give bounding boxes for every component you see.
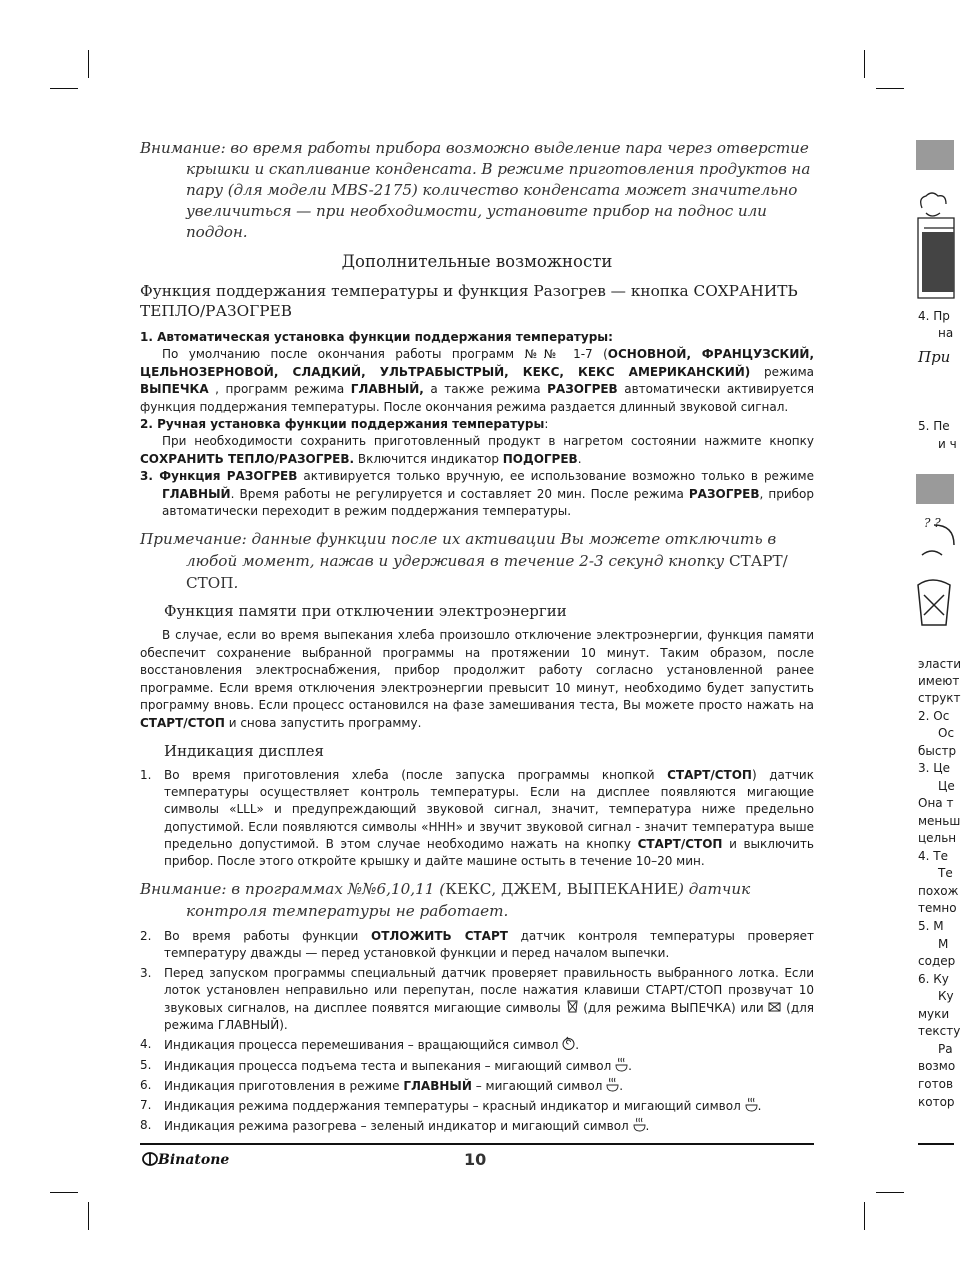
- brand-logo: Binatone: [142, 1152, 229, 1168]
- list-item: 2. Во время работы функции ОТЛОЖИТЬ СТАРТ датчик контроля температуры проверяет температуру дважды — перед установкой функции и перед началом выпечки.: [140, 929, 814, 961]
- adjacent-text: муки: [918, 1007, 950, 1021]
- adjacent-text: Ку: [938, 989, 954, 1003]
- adjacent-text: Ос: [938, 726, 955, 740]
- display-list-continued: [140, 928, 814, 1135]
- adjacent-text: Те: [938, 866, 953, 880]
- adjacent-text: Она т: [918, 796, 954, 810]
- list-item: 6. Индикация приготовления в режиме ГЛАВНЫЙ – мигающий символ .: [140, 1077, 624, 1093]
- adjacent-text: 5. Пе: [918, 419, 950, 433]
- memory-paragraph: В случае, если во время выпекания хлеба произошло отключение электроэнергии, функция памяти обеспечит сохранение выбранной программы на протяжении 10 минут. Таким образом, после восстановления электроснабжения, прибор продолжит работу согласно установленной ранее программе. Если время отключения электроэнергии превысит 10 минут, необходимо будет запустить программу вновь. Если процесс остановился на фазе замешивания теста, Вы можете просто нажать на СТАРТ/СТОП и снова запустить программу.: [140, 628, 814, 730]
- auto-heading: 1. Автоматическая установка функции поддержания температуры:: [140, 330, 613, 344]
- adjacent-text: содер: [918, 954, 956, 968]
- manual-heading: 2. Ручная установка функции поддержания температуры:: [140, 417, 549, 432]
- main-column: [140, 138, 814, 1137]
- svg-text:? ?: ? ?: [924, 516, 941, 530]
- steaming-pot-icon: [615, 1057, 628, 1072]
- brand-mark-icon: [142, 1152, 158, 1166]
- section-title: Дополнительные возможности: [341, 252, 613, 271]
- adjacent-text: 4. Те: [918, 849, 948, 863]
- list-item: 4. Индикация процесса перемешивания – вращающийся символ .: [140, 1037, 580, 1053]
- function-title: Функция поддержания температуры и функция Разогрев — кнопка СОХРАНИТЬ ТЕПЛО/РАЗОГРЕВ: [140, 282, 798, 320]
- adjacent-rule: [918, 1143, 954, 1145]
- steaming-pot-icon: [633, 1117, 646, 1132]
- crop-mark: [864, 50, 865, 78]
- adjacent-text: При: [918, 348, 951, 366]
- adjacent-text: готов: [918, 1077, 954, 1091]
- list-item: 3. Перед запуском программы специальный датчик проверяет правильность выбранного лотка. Если лоток установлен неправильно или перепутан, после нажатия клавиши СТАРТ/СТОП прозвучат 10 звуковых сигналов, на дисплее появятся мигающие символы (для режима ВЫПЕЧКА) или (для режима ГЛАВНЫЙ).: [140, 965, 815, 1033]
- adjacent-text: 5. М: [918, 919, 944, 933]
- list-item: 5. Индикация процесса подъема теста и выпекания – мигающий символ .: [140, 1057, 632, 1073]
- adjacent-text: котор: [918, 1095, 955, 1109]
- adjacent-page-strip: [916, 0, 961, 1280]
- kneading-spiral-icon: [562, 1036, 575, 1051]
- memory-title: Функция памяти при отключении электроэнергии: [164, 602, 567, 621]
- adjacent-text: 3. Це: [918, 761, 950, 775]
- wrong-pan-bake-icon: [566, 999, 579, 1014]
- reheat-paragraph: 3. Функция РАЗОГРЕВ активируется только вручную, ее использование возможно только в режиме ГЛАВНЫЙ. Время работы не регулируется и составляет 20 мин. После режима РАЗОГРЕВ, прибор автоматически переходит в режим поддержания температуры.: [140, 469, 815, 519]
- wrong-pan-main-icon: [768, 999, 781, 1014]
- sensor-warning: Внимание: в программах №№6,10,11 (КЕКС, ДЖЕМ, ВЫПЕКАНИЕ) датчик контроля температуры не работает.: [140, 880, 751, 921]
- display-list: [140, 767, 814, 870]
- auto-paragraph: По умолчанию после окончания работы программ №№ 1-7 (ОСНОВНОЙ, ФРАНЦУЗСКИЙ, ЦЕЛЬНОЗЕРНОВОЙ, СЛАДКИЙ, УЛЬТРАБЫСТРЫЙ, КЕКС, КЕКС АМЕРИКАНСКИЙ) режима ВЫПЕЧКА , программ режима ГЛАВНЫЙ, а также режима РАЗОГРЕВ автоматически активируется функция поддержания температуры. После окончания режима раздается длинный звуковой сигнал.: [140, 347, 814, 414]
- adjacent-text: структ: [918, 691, 961, 705]
- adjacent-text: эласти: [918, 657, 961, 671]
- adjacent-text: на: [938, 326, 954, 340]
- page-number: 10: [464, 1150, 487, 1169]
- adjacent-text: Це: [938, 779, 955, 793]
- footer-rule: [140, 1143, 814, 1145]
- adjacent-text: Ра: [938, 1042, 953, 1056]
- crop-mark: [876, 1192, 904, 1193]
- crop-mark: [864, 1202, 865, 1230]
- crop-mark: [50, 88, 78, 89]
- adjacent-text: похож: [918, 884, 959, 898]
- steaming-pot-icon: [606, 1077, 619, 1092]
- adjacent-text: тексту: [918, 1024, 961, 1038]
- steaming-pot-icon: [745, 1097, 758, 1112]
- list-item: 1. Во время приготовления хлеба (после запуска программы кнопкой СТАРТ/СТОП) датчик температуры осуществляет контроль температуры. Если на дисплее появляются мигающие символы «LLL» и предупреждающий звуковой сигнал, значит, температура ниже предельно допустимой. Если появляются символы «HHH» и звучит звуковой сигнал - значит температура выше предельно допустимой. В этом случае необходимо нажать на кнопку СТАРТ/СТОП и выключить прибор. После этого откройте крышку и дайте машине остыть в течение 10–20 мин.: [140, 767, 815, 868]
- crop-mark: [50, 1192, 78, 1193]
- display-title: Индикация дисплея: [164, 741, 325, 760]
- adjacent-text: М: [938, 937, 949, 951]
- adjacent-text: имеют: [918, 674, 960, 688]
- adjacent-text: возмо: [918, 1059, 956, 1073]
- crop-mark: [876, 88, 904, 89]
- adjacent-text: 2. Ос: [918, 709, 950, 723]
- adjacent-text: темно: [918, 901, 957, 915]
- list-item: 7. Индикация режима поддержания температуры – красный индикатор и мигающий символ .: [140, 1097, 762, 1113]
- adjacent-text: 6. Ку: [918, 972, 949, 986]
- list-item: 8. Индикация режима разогрева – зеленый индикатор и мигающий символ .: [140, 1118, 650, 1134]
- adjacent-text: 4. Пр: [918, 309, 950, 323]
- manual-paragraph: При необходимости сохранить приготовленный продукт в нагретом состоянии нажмите кнопку СОХРАНИТЬ ТЕПЛО/РАЗОГРЕВ. Включится индикатор ПОДОГРЕВ.: [140, 434, 814, 466]
- crop-mark: [88, 1202, 89, 1230]
- steam-warning: Внимание: во время работы прибора возможно выделение пара через отверстие крышки и скапливание конденсата. В режиме приготовления продуктов на пару (для модели MBS-2175) количество конденсата может значительно увеличиться — при необходимости, установите прибор на поднос или поддон.: [140, 139, 811, 241]
- crop-mark: [88, 50, 89, 78]
- adjacent-text: и ч: [938, 437, 957, 451]
- adjacent-text: меньш: [918, 814, 961, 828]
- adjacent-text: быстр: [918, 744, 957, 758]
- note: Примечание: данные функции после их активации Вы можете отключить в любой момент, нажав и удерживая в течение 2-3 секунд кнопку СТАРТ/СТОП.: [140, 530, 788, 593]
- adjacent-text: цельн: [918, 831, 957, 845]
